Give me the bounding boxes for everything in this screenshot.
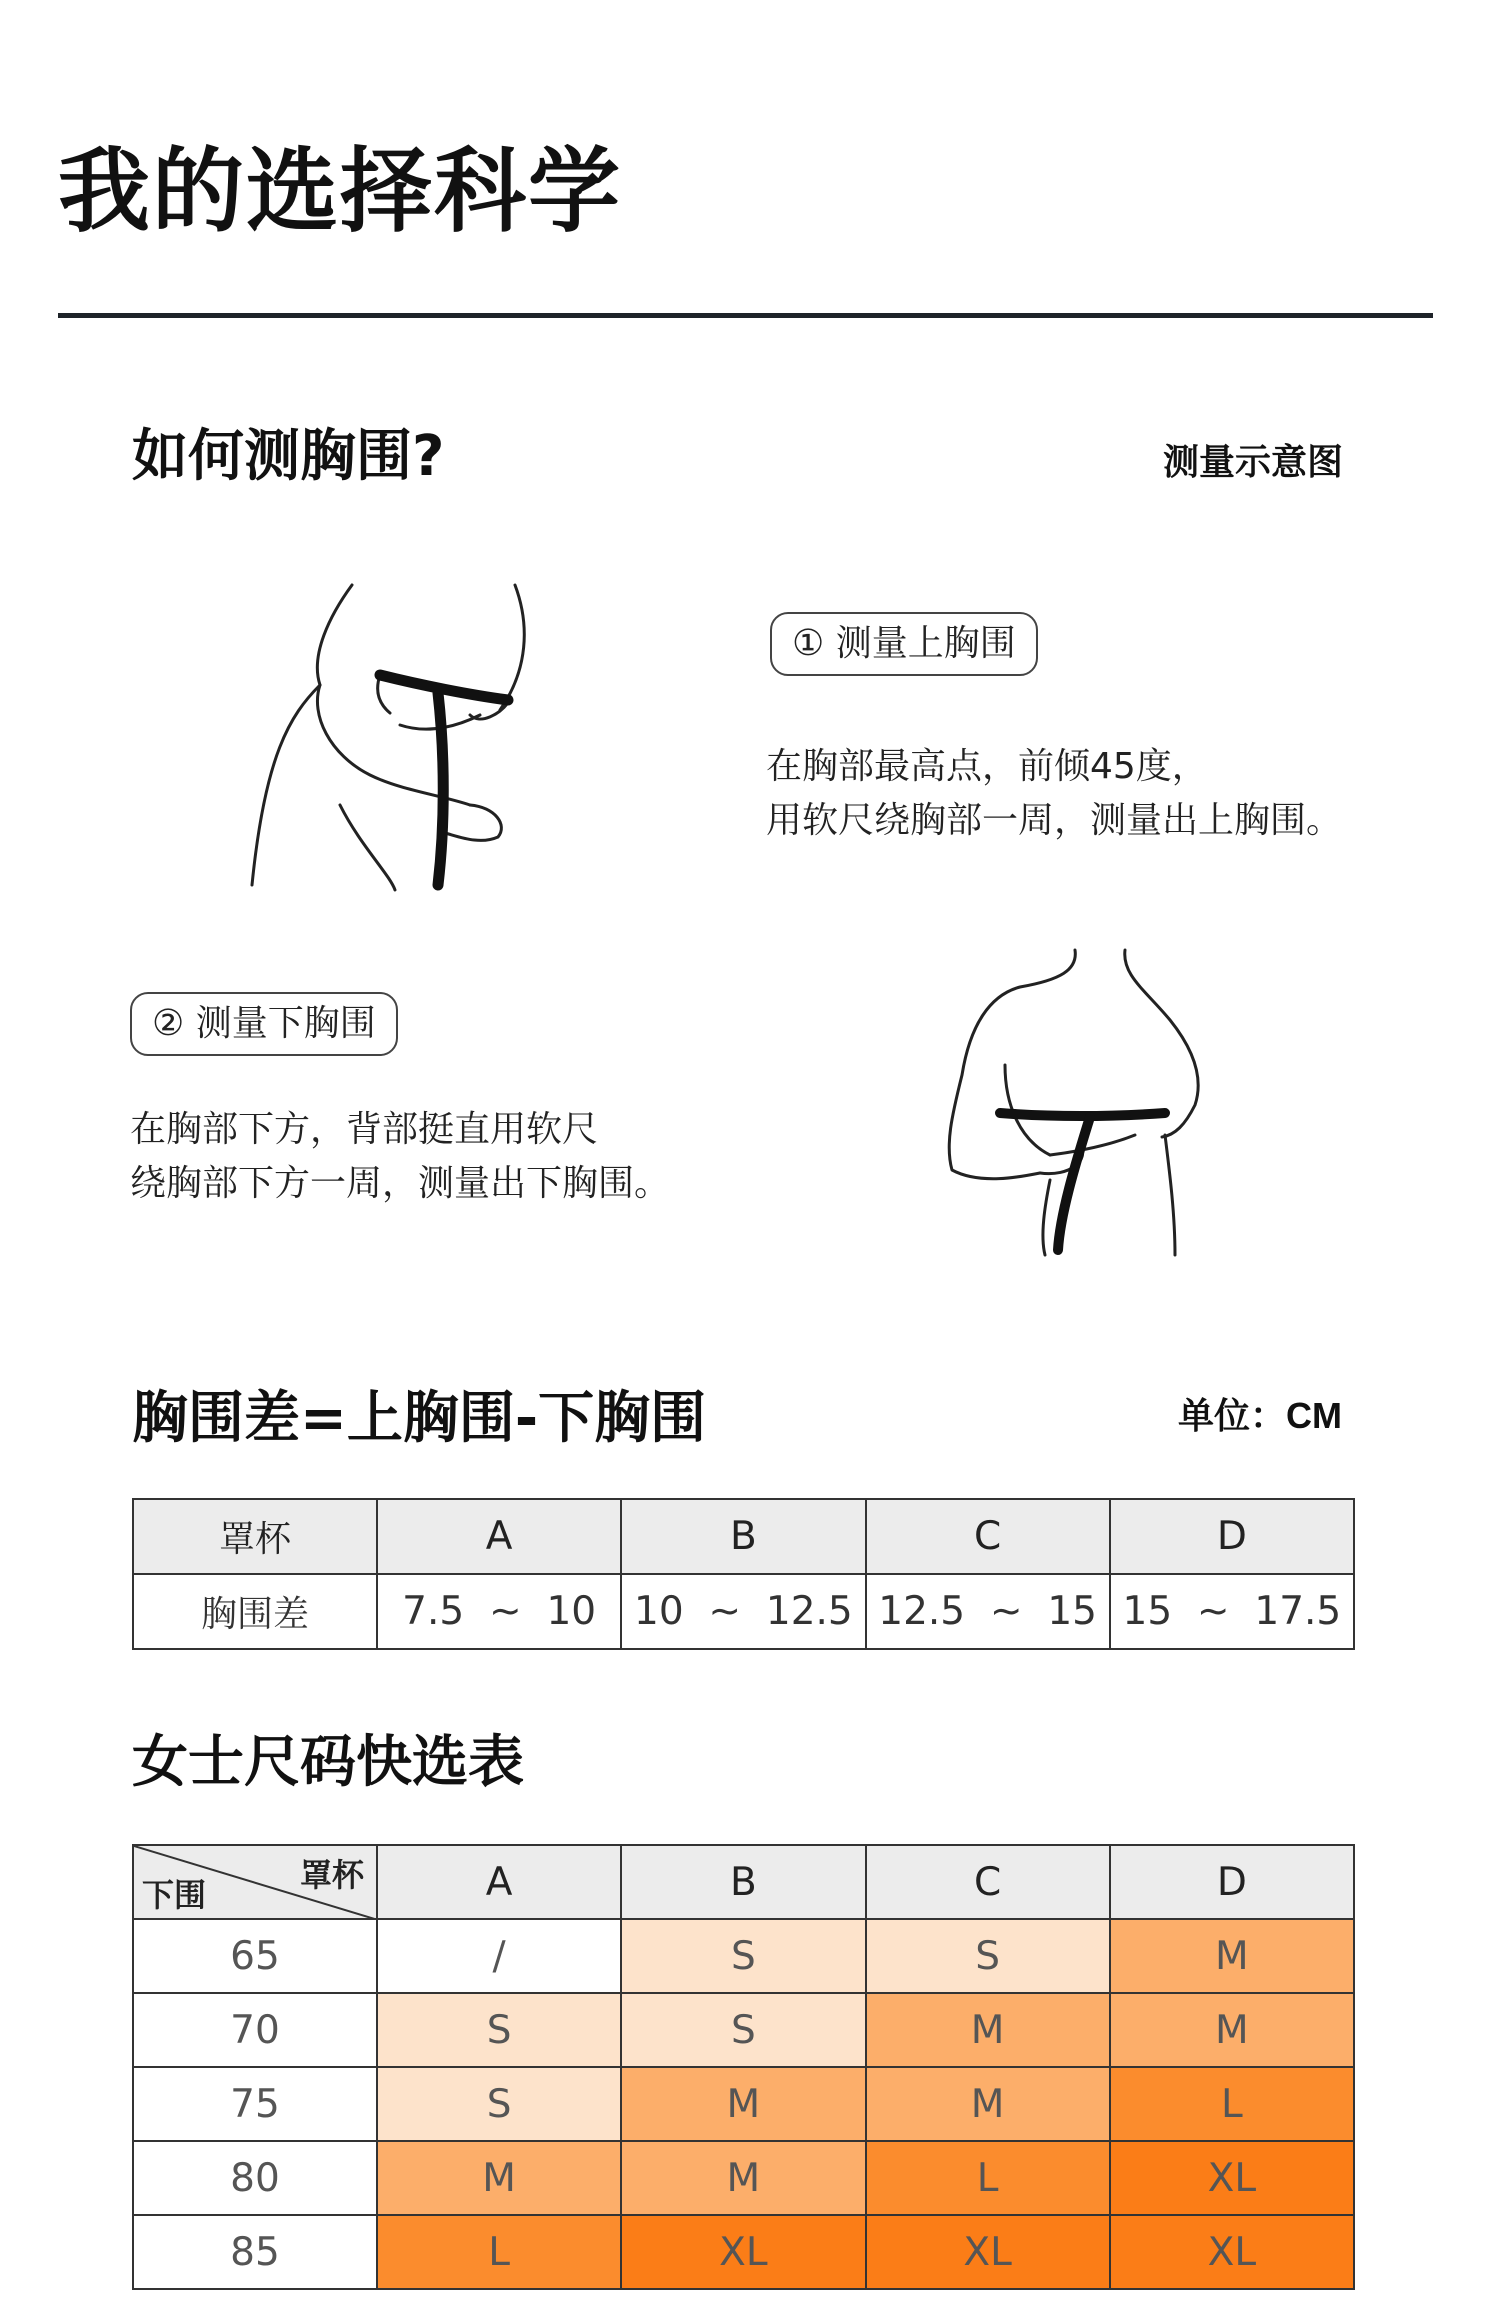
table-row (133, 1993, 1354, 2067)
step1-desc-line1: 在胸部最高点，前倾45度， (766, 746, 1208, 787)
table-row (133, 2215, 1354, 2289)
step1-desc-line2: 用软尺绕胸部一周，测量出上胸围。 (766, 800, 1343, 841)
size-cell: L (866, 2141, 1110, 2215)
upper-bust-illustration (240, 575, 540, 895)
table-row (133, 2067, 1354, 2141)
size-header-b: B (621, 1845, 865, 1919)
size-cell: S (866, 1919, 1110, 1993)
size-cell: S (621, 1919, 865, 1993)
table-row (133, 1499, 1354, 1574)
size-cell: / (377, 1919, 621, 1993)
size-cell: S (377, 1993, 621, 2067)
unit-note: 单位：CM (1178, 1395, 1342, 1436)
step1-description (766, 740, 1342, 848)
underbust-value: 80 (133, 2141, 377, 2215)
page-title: 我的选择科学 (58, 138, 623, 245)
title-divider (58, 313, 1433, 318)
size-cell: M (621, 2141, 865, 2215)
underbust-value: 65 (133, 1919, 377, 1993)
range-cell: 10 ~ 12.5 (621, 1574, 865, 1649)
corner-underbust-label: 下围 (142, 1876, 207, 1914)
underbust-illustration (940, 945, 1240, 1260)
cup-header-d: D (1110, 1499, 1354, 1574)
size-cell: L (377, 2215, 621, 2289)
size-cell: M (866, 2067, 1110, 2141)
cup-header-label: 罩杯 (133, 1499, 377, 1574)
underbust-value: 85 (133, 2215, 377, 2289)
difference-row-label: 胸围差 (133, 1574, 377, 1649)
corner-header (133, 1845, 377, 1919)
underbust-value: 70 (133, 1993, 377, 2067)
cup-difference-heading: 胸围差=上胸围-下胸围 (132, 1386, 707, 1451)
size-cell: S (621, 1993, 865, 2067)
table-row (133, 1574, 1354, 1649)
cup-header-c: C (866, 1499, 1110, 1574)
size-cell: M (1110, 1919, 1354, 1993)
size-chart-table (132, 1844, 1355, 2290)
size-cell: M (377, 2141, 621, 2215)
size-cell: M (866, 1993, 1110, 2067)
cup-header-b: B (621, 1499, 865, 1574)
cup-header-a: A (377, 1499, 621, 1574)
size-cell: M (621, 2067, 865, 2141)
table-row (133, 2141, 1354, 2215)
table-row (133, 1845, 1354, 1919)
range-cell: 12.5 ~ 15 (866, 1574, 1110, 1649)
table-row (133, 1919, 1354, 1993)
step2-description (130, 1103, 670, 1211)
size-cell: XL (866, 2215, 1110, 2289)
size-header-d: D (1110, 1845, 1354, 1919)
size-header-a: A (377, 1845, 621, 1919)
size-cell: M (1110, 1993, 1354, 2067)
cup-difference-table (132, 1498, 1355, 1650)
size-cell: XL (1110, 2141, 1354, 2215)
size-header-c: C (866, 1845, 1110, 1919)
size-cell: XL (621, 2215, 865, 2289)
corner-cup-label: 罩杯 (299, 1856, 364, 1894)
step2-badge: ② 测量下胸围 (130, 992, 398, 1056)
size-chart-heading: 女士尺码快选表 (132, 1730, 524, 1795)
diagram-note: 测量示意图 (1163, 442, 1344, 483)
step2-desc-line1: 在胸部下方，背部挺直用软尺 (130, 1109, 599, 1150)
range-cell: 15 ~ 17.5 (1110, 1574, 1354, 1649)
underbust-value: 75 (133, 2067, 377, 2141)
step1-badge: ① 测量上胸围 (770, 612, 1038, 676)
range-cell: 7.5 ~ 10 (377, 1574, 621, 1649)
size-cell: L (1110, 2067, 1354, 2141)
step2-desc-line2: 绕胸部下方一周，测量出下胸围。 (130, 1163, 671, 1204)
size-cell: XL (1110, 2215, 1354, 2289)
size-cell: S (377, 2067, 621, 2141)
measure-heading: 如何测胸围? (132, 424, 445, 489)
